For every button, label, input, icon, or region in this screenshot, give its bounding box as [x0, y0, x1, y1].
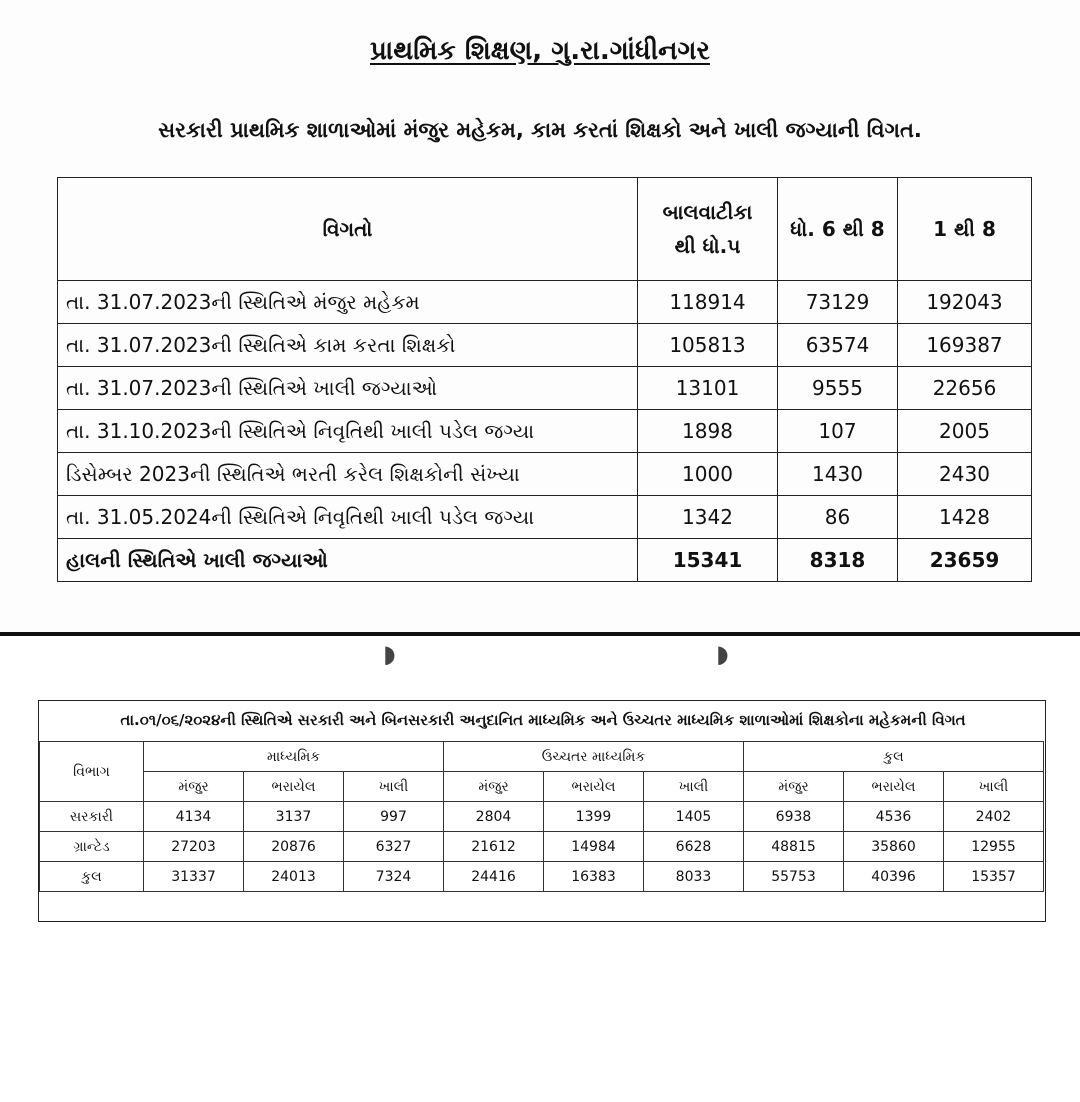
table-row [58, 453, 1032, 496]
cell-value: 35860 [844, 832, 944, 862]
cell-value: 20876 [244, 832, 344, 862]
document-title: તા.૦૧/૦૬/૨૦૨૪ની સ્થિતિએ સરકારી અને બિનસરકારી અનુદાનિત માધ્યમિક અને ઉચ્ચતર માધ્યમિક શાળાઓમાં શિક્ષકોના મહેકમની વિગત [120, 711, 966, 729]
cell-value: 6938 [744, 802, 844, 832]
document-subtitle: સરકારી પ્રાથમિક શાળાઓમાં મંજુર મહેકમ, કામ કરતાં શિક્ષકો અને ખાલી જગ્યાની વિગત. [158, 118, 922, 142]
cell-value: 9555 [778, 367, 898, 410]
header-department: વિભાગ [40, 742, 144, 802]
row-label: હાલની સ્થિતિએ ખાલી જગ્યાઓ [58, 539, 638, 582]
cell-value: 40396 [844, 862, 944, 892]
header-filled: ભરાયેલ [844, 772, 944, 802]
table-row [40, 832, 1044, 862]
header-details: વિગતો [58, 178, 638, 281]
header-sanctioned: મંજુર [744, 772, 844, 802]
header-total: કુલ [744, 742, 1044, 772]
cell-value: 2402 [944, 802, 1044, 832]
cell-value: 1898 [638, 410, 778, 453]
header-std6-to-8: ધો. 6 થી 8 [778, 178, 898, 281]
table-row [58, 324, 1032, 367]
section-divider [0, 632, 1080, 636]
cell-value: 3137 [244, 802, 344, 832]
row-label: તા. 31.10.2023ની સ્થિતિએ નિવૃતિથી ખાલી પડેલ જગ્યા [58, 410, 638, 453]
cell-value: 13101 [638, 367, 778, 410]
punch-hole-mark-icon: ◗ [716, 640, 729, 668]
cell-value: 8318 [778, 539, 898, 582]
cell-value: 14984 [544, 832, 644, 862]
header-vacant: ખાલી [344, 772, 444, 802]
cell-value: 6327 [344, 832, 444, 862]
cell-value: 1342 [638, 496, 778, 539]
cell-value: 21612 [444, 832, 544, 862]
cell-value: 24013 [244, 862, 344, 892]
cell-value: 7324 [344, 862, 444, 892]
row-label: તા. 31.05.2024ની સ્થિતિએ નિવૃતિથી ખાલી પડેલ જગ્યા [58, 496, 638, 539]
cell-value: 22656 [898, 367, 1032, 410]
table-row [58, 281, 1032, 324]
cell-value: 107 [778, 410, 898, 453]
table-row [58, 410, 1032, 453]
cell-value: 2005 [898, 410, 1032, 453]
secondary-staff-table [39, 741, 1044, 892]
cell-value: 1430 [778, 453, 898, 496]
cell-value: 1405 [644, 802, 744, 832]
header-secondary: માધ્યમિક [144, 742, 444, 772]
row-label: તા. 31.07.2023ની સ્થિતિએ કામ કરતા શિક્ષકો [58, 324, 638, 367]
cell-value: 23659 [898, 539, 1032, 582]
cell-value: 8033 [644, 862, 744, 892]
cell-value: 997 [344, 802, 444, 832]
table-total-row [58, 539, 1032, 582]
cell-value: 105813 [638, 324, 778, 367]
primary-staff-table [57, 177, 1032, 582]
punch-hole-mark-icon: ◗ [383, 640, 396, 668]
header-balvatika-to-std5: બાલવાટીકા થી ધો.૫ [638, 178, 778, 281]
header-vacant: ખાલી [944, 772, 1044, 802]
cell-value: 55753 [744, 862, 844, 892]
cell-value: 118914 [638, 281, 778, 324]
row-label: ડિસેમ્બર 2023ની સ્થિતિએ ભરતી કરેલ શિક્ષકોની સંખ્યા [58, 453, 638, 496]
table-row [40, 802, 1044, 832]
secondary-education-document [38, 700, 1046, 922]
document-title: પ્રાથમિક શિક્ષણ, ગુ.રા.ગાંધીનગર [370, 36, 710, 66]
cell-value: 73129 [778, 281, 898, 324]
table-group-header-row [40, 742, 1044, 772]
table-subheader-row [40, 772, 1044, 802]
table-row [58, 367, 1032, 410]
cell-value: 24416 [444, 862, 544, 892]
row-label: કુલ [40, 862, 144, 892]
header-filled: ભરાયેલ [244, 772, 344, 802]
cell-value: 27203 [144, 832, 244, 862]
header-sanctioned: મંજુર [144, 772, 244, 802]
cell-value: 2804 [444, 802, 544, 832]
table-row [58, 496, 1032, 539]
cell-value: 1399 [544, 802, 644, 832]
row-label: સરકારી [40, 802, 144, 832]
cell-value: 4536 [844, 802, 944, 832]
cell-value: 16383 [544, 862, 644, 892]
row-label: ગ્રાન્ટેડ [40, 832, 144, 862]
cell-value: 86 [778, 496, 898, 539]
cell-value: 4134 [144, 802, 244, 832]
table-row [40, 862, 1044, 892]
cell-value: 1428 [898, 496, 1032, 539]
header-higher-secondary: ઉચ્ચતર માધ્યમિક [444, 742, 744, 772]
cell-value: 15357 [944, 862, 1044, 892]
cell-value: 2430 [898, 453, 1032, 496]
cell-value: 192043 [898, 281, 1032, 324]
cell-value: 48815 [744, 832, 844, 862]
header-std1-to-8: 1 થી 8 [898, 178, 1032, 281]
cell-value: 169387 [898, 324, 1032, 367]
cell-value: 63574 [778, 324, 898, 367]
row-label: તા. 31.07.2023ની સ્થિતિએ મંજુર મહેકમ [58, 281, 638, 324]
cell-value: 15341 [638, 539, 778, 582]
cell-value: 31337 [144, 862, 244, 892]
header-filled: ભરાયેલ [544, 772, 644, 802]
cell-value: 6628 [644, 832, 744, 862]
table-header-row [58, 178, 1032, 281]
header-vacant: ખાલી [644, 772, 744, 802]
row-label: તા. 31.07.2023ની સ્થિતિએ ખાલી જગ્યાઓ [58, 367, 638, 410]
cell-value: 12955 [944, 832, 1044, 862]
cell-value: 1000 [638, 453, 778, 496]
header-sanctioned: મંજુર [444, 772, 544, 802]
